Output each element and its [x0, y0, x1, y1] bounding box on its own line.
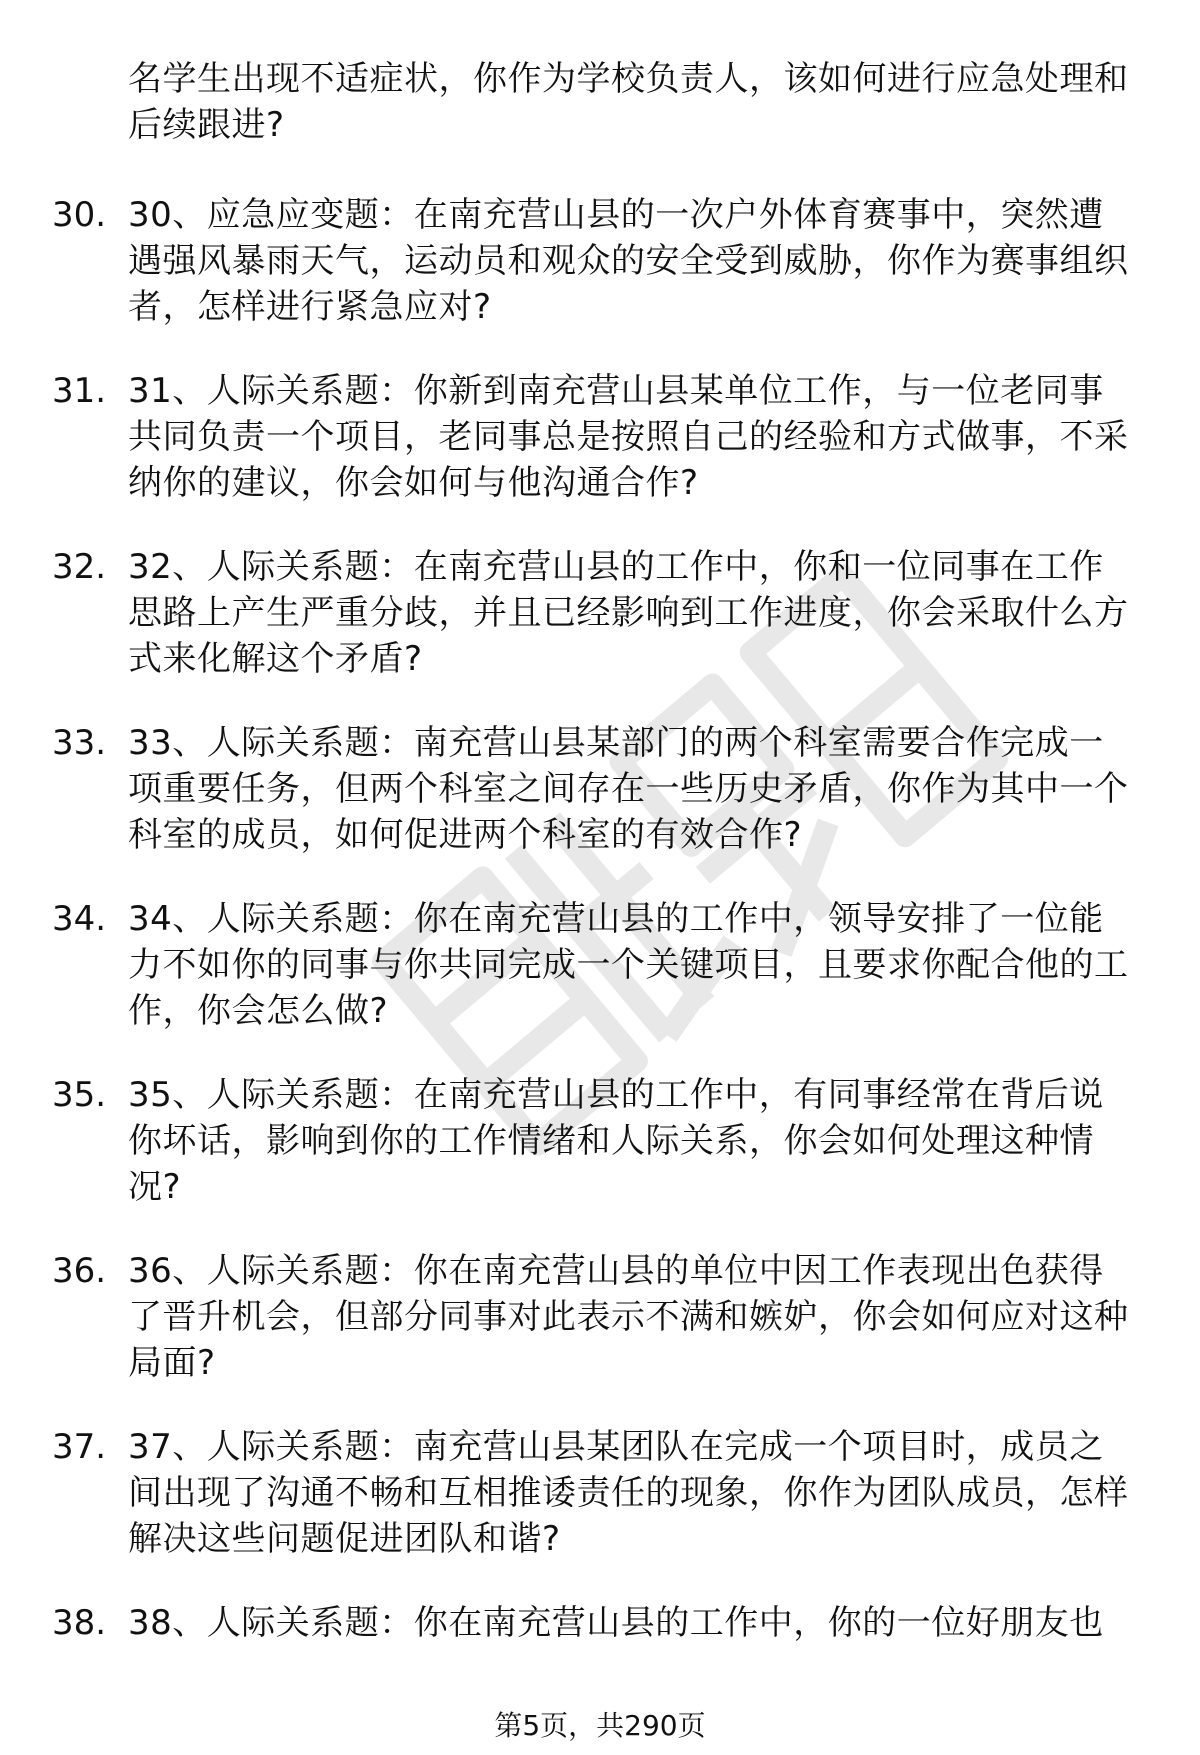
question-item	[0, 1424, 1200, 1562]
question-list	[0, 192, 1200, 1684]
question-text: 33、人际关系题：南充营山县某部门的两个科室需要合作完成一项重要任务，但两个科室之间存在一些历史矛盾，你作为其中一个科室的成员，如何促进两个科室的有效合作?	[128, 723, 1129, 855]
question-number: 34.	[52, 899, 107, 939]
question-text: 37、人际关系题：南充营山县某团队在完成一个项目时，成员之间出现了沟通不畅和互相推诿责任的现象，你作为团队成员，怎样解决这些问题促进团队和谐?	[128, 1427, 1129, 1559]
question-text: 35、人际关系题：在南充营山县的工作中，有同事经常在背后说你坏话，影响到你的工作情绪和人际关系，你会如何处理这种情况?	[128, 1075, 1104, 1207]
question-number: 31.	[52, 371, 107, 411]
question-number: 35.	[52, 1075, 107, 1115]
question-text: 36、人际关系题：你在南充营山县的单位中因工作表现出色获得了晋升机会，但部分同事对此表示不满和嫉妒，你会如何应对这种局面?	[128, 1251, 1129, 1383]
question-item	[0, 1248, 1200, 1386]
question-number: 37.	[52, 1427, 107, 1467]
question-item	[0, 896, 1200, 1034]
question-item	[0, 544, 1200, 682]
question-number: 38.	[52, 1603, 107, 1643]
question-item	[0, 368, 1200, 506]
continuation-paragraph: 名学生出现不适症状，你作为学校负责人，该如何进行应急处理和后续跟进?	[128, 59, 1129, 145]
question-item	[0, 1600, 1200, 1646]
question-number: 33.	[52, 723, 107, 763]
question-number: 32.	[52, 547, 107, 587]
question-item	[0, 1072, 1200, 1210]
question-text: 30、应急应变题：在南充营山县的一次户外体育赛事中，突然遭遇强风暴雨天气，运动员和观众的安全受到威胁，你作为赛事组织者，怎样进行紧急应对?	[128, 195, 1129, 327]
question-item	[0, 720, 1200, 858]
question-text: 32、人际关系题：在南充营山县的工作中，你和一位同事在工作思路上产生严重分歧，并且已经影响到工作进度，你会采取什么方式来化解这个矛盾?	[128, 547, 1129, 679]
question-text: 31、人际关系题：你新到南充营山县某单位工作，与一位老同事共同负责一个项目，老同事总是按照自己的经验和方式做事，不采纳你的建议，你会如何与他沟通合作?	[128, 371, 1129, 503]
question-number: 36.	[52, 1251, 107, 1291]
question-text: 38、人际关系题：你在南充营山县的工作中，你的一位好朋友也	[128, 1603, 1104, 1643]
page-footer: 第5页，共290页	[494, 1709, 706, 1742]
question-number: 30.	[52, 195, 107, 235]
question-text: 34、人际关系题：你在南充营山县的工作中，领导安排了一位能力不如你的同事与你共同完成一个关键项目，且要求你配合他的工作，你会怎么做?	[128, 899, 1129, 1031]
question-item	[0, 192, 1200, 330]
